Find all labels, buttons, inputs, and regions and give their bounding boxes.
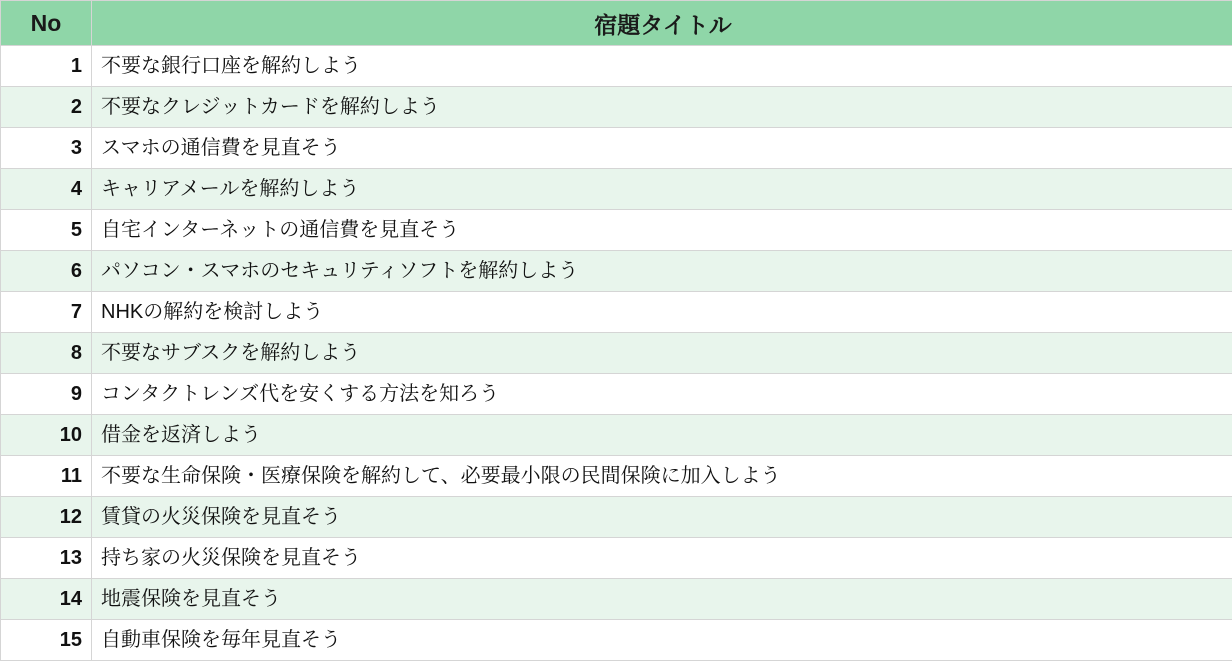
row-number-cell: 1 [1,46,92,87]
row-number-cell: 13 [1,538,92,579]
row-title-cell: 不要なクレジットカードを解約しよう [92,87,1232,128]
row-title-cell: 不要な生命保険・医療保険を解約して、必要最小限の民間保険に加入しよう [92,456,1232,497]
table-row [1,415,1232,456]
table-row [1,620,1232,661]
table-row [1,538,1232,579]
table-row [1,46,1232,87]
column-header-no: No [1,1,92,46]
row-number-cell: 15 [1,620,92,661]
table-row [1,128,1232,169]
row-title-cell: 持ち家の火災保険を見直そう [92,538,1232,579]
row-number-cell: 12 [1,497,92,538]
row-title-cell: 地震保険を見直そう [92,579,1232,620]
table-row [1,169,1232,210]
row-title-cell: スマホの通信費を見直そう [92,128,1232,169]
table-row [1,579,1232,620]
table-row [1,374,1232,415]
row-title-cell: 借金を返済しよう [92,415,1232,456]
row-title-cell: キャリアメールを解約しよう [92,169,1232,210]
column-header-title: 宿題タイトル [92,1,1232,46]
table-row [1,87,1232,128]
row-title-cell: 自動車保険を毎年見直そう [92,620,1232,661]
table-row [1,333,1232,374]
row-title-cell: NHKの解約を検討しよう [92,292,1232,333]
row-number-cell: 10 [1,415,92,456]
row-title-cell: パソコン・スマホのセキュリティソフトを解約しよう [92,251,1232,292]
row-title-cell: コンタクトレンズ代を安くする方法を知ろう [92,374,1232,415]
table-header-row [1,1,1232,46]
row-number-cell: 4 [1,169,92,210]
row-title-cell: 不要なサブスクを解約しよう [92,333,1232,374]
table-body [1,46,1232,661]
row-number-cell: 14 [1,579,92,620]
table-row [1,456,1232,497]
row-number-cell: 3 [1,128,92,169]
table-row [1,210,1232,251]
table-row [1,292,1232,333]
row-number-cell: 8 [1,333,92,374]
table-row [1,251,1232,292]
row-number-cell: 2 [1,87,92,128]
row-title-cell: 自宅インターネットの通信費を見直そう [92,210,1232,251]
table-row [1,497,1232,538]
row-number-cell: 9 [1,374,92,415]
row-number-cell: 6 [1,251,92,292]
row-number-cell: 11 [1,456,92,497]
row-number-cell: 5 [1,210,92,251]
row-number-cell: 7 [1,292,92,333]
row-title-cell: 賃貸の火災保険を見直そう [92,497,1232,538]
row-title-cell: 不要な銀行口座を解約しよう [92,46,1232,87]
table-header [1,1,1232,46]
